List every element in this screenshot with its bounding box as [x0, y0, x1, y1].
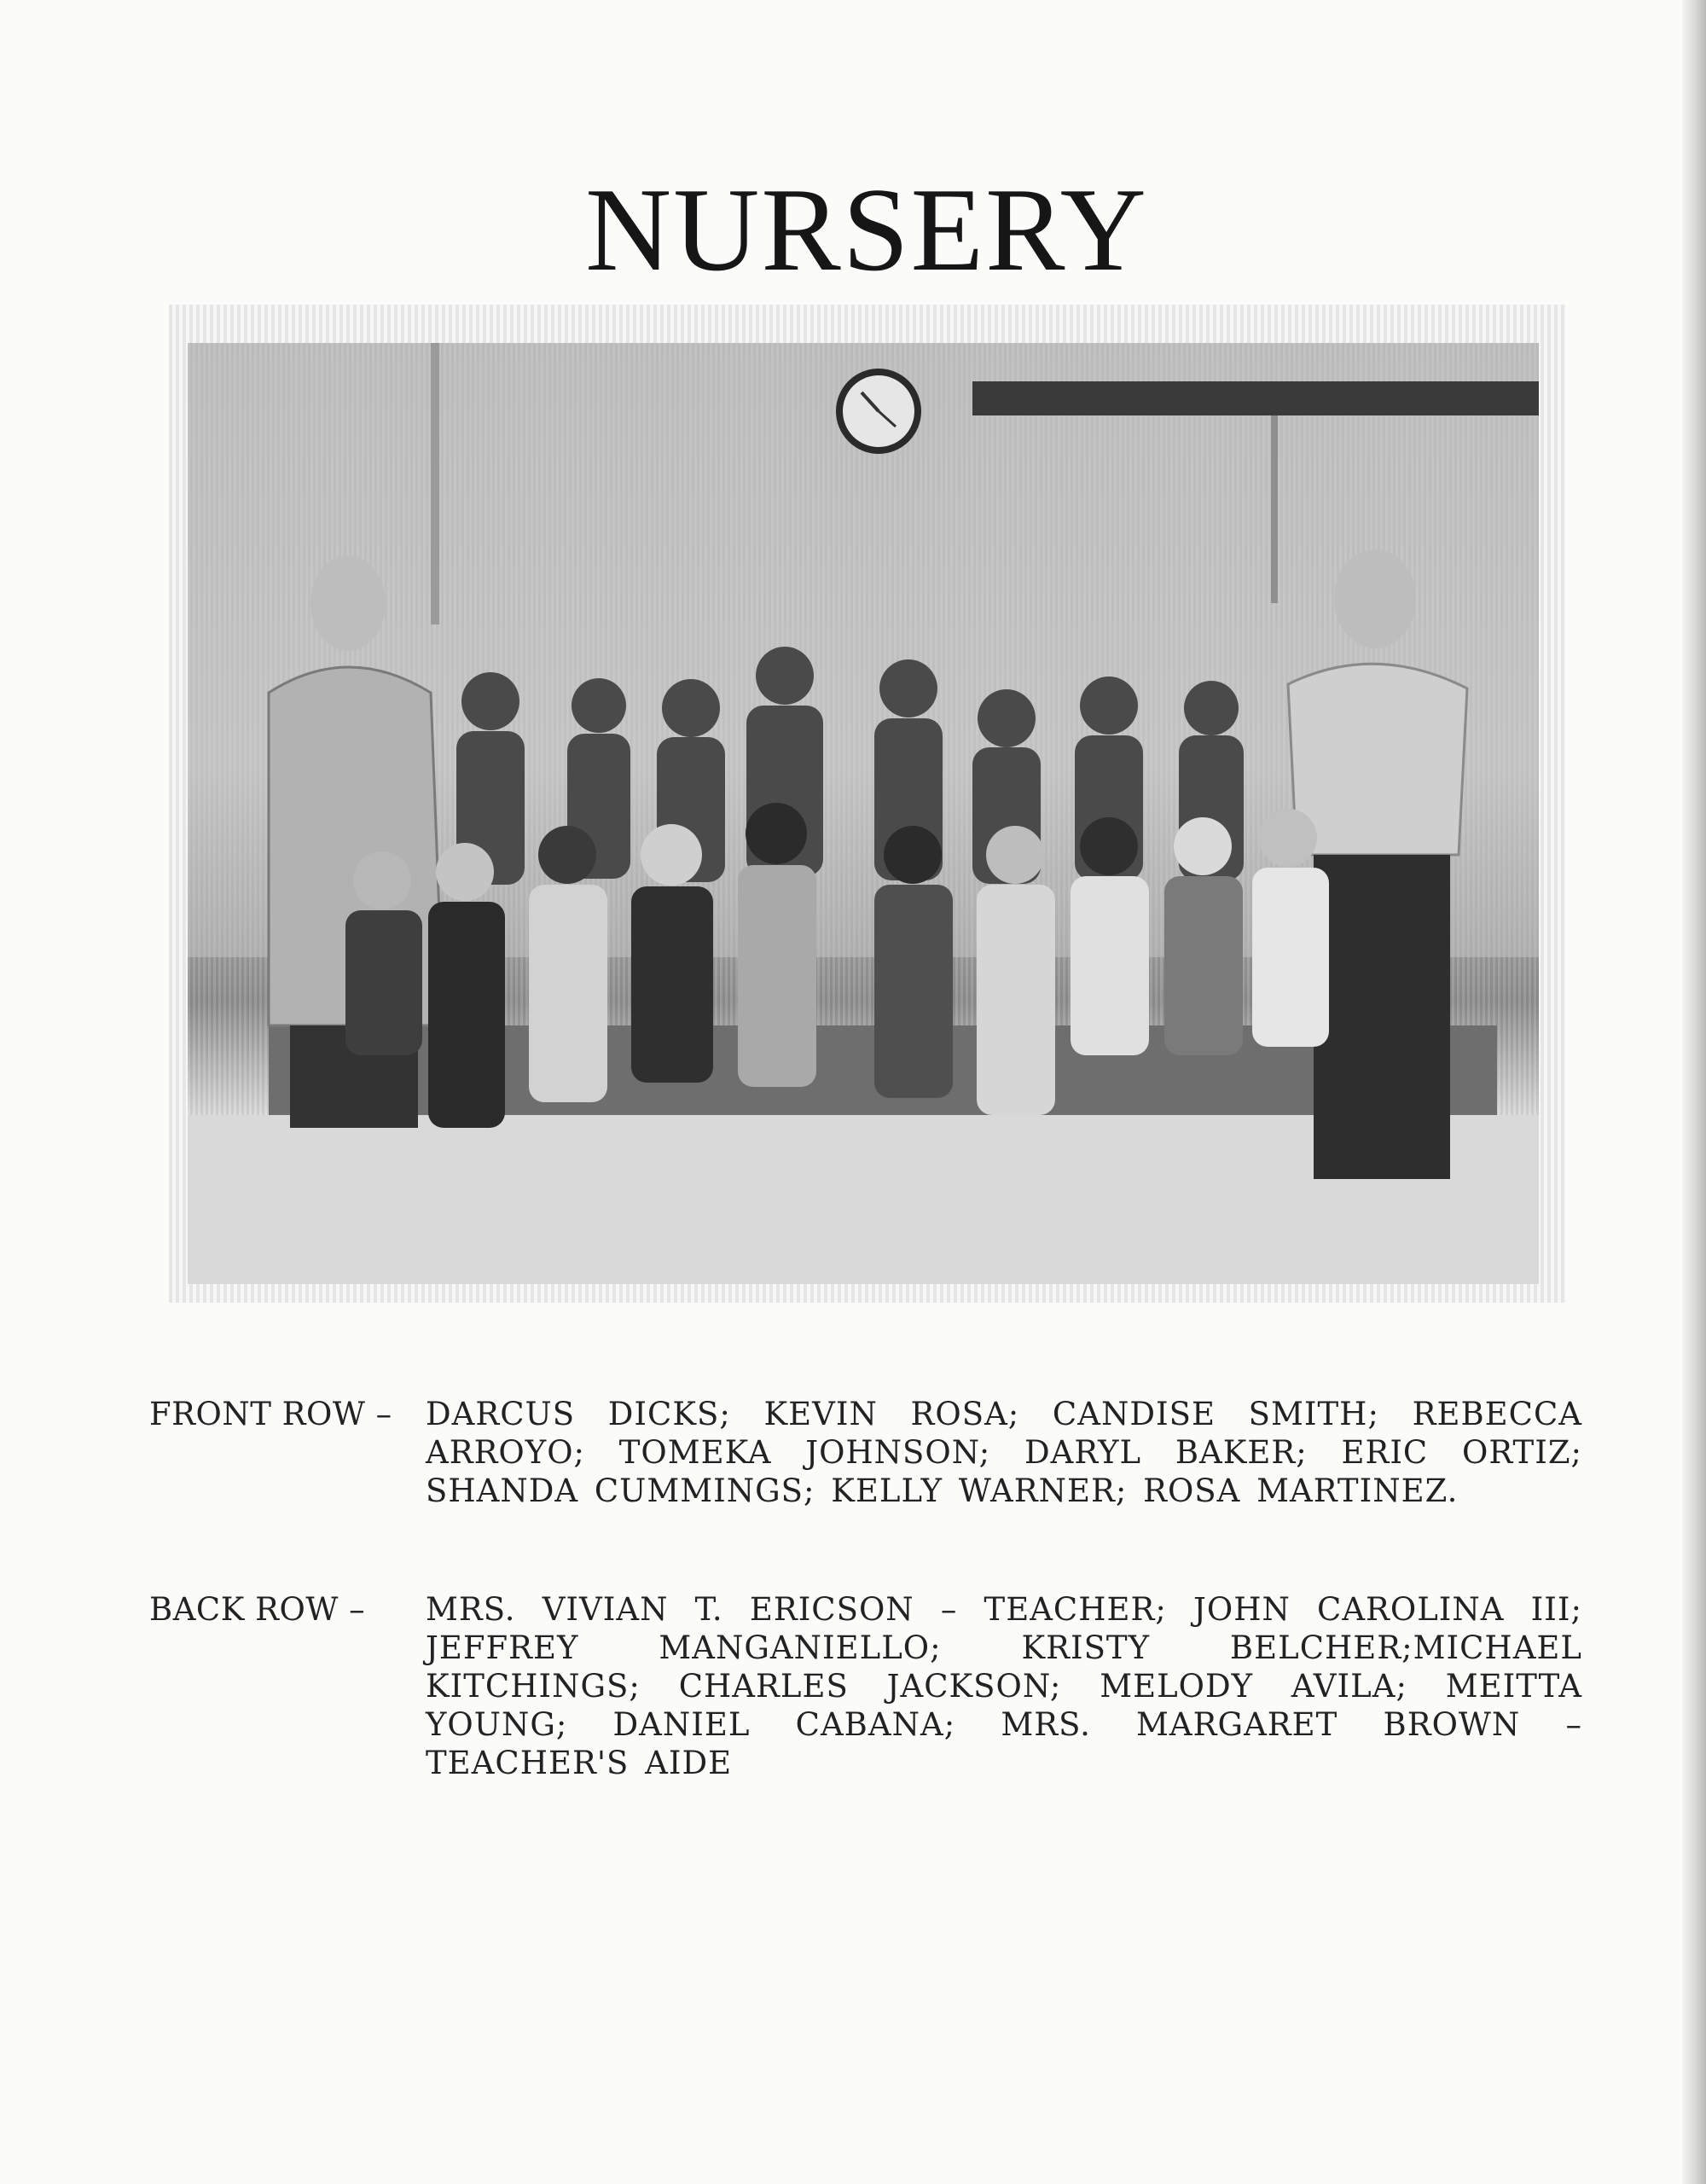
back-row-caption [149, 1590, 1582, 1781]
photo-frame [169, 305, 1566, 1303]
front-row-caption [149, 1395, 1582, 1531]
front-row-label: FRONT ROW – [149, 1396, 392, 1432]
back-row-names: MRS. VIVIAN T. ERICSON – TEACHER; JOHN CAROLINA III; JEFFREY MANGANIELLO; KRISTY BELCHER;MICHAEL KITCHINGS; CHARLES JACKSON; MELODY AVILA; MEITTA YOUNG; DANIEL CABANA; MRS. MARGARET BROWN – TEACHER'S AIDE [426, 1591, 1582, 1781]
back-row-label: BACK ROW – [149, 1591, 366, 1628]
page-title: NURSERY [585, 164, 1148, 296]
wall-clock-icon [839, 372, 918, 450]
class-photo [188, 343, 1539, 1284]
front-row-names: DARCUS DICKS; KEVIN ROSA; CANDISE SMITH; REBECCA ARROYO; TOMEKA JOHNSON; DARYL BAKER; ERIC ORTIZ; SHANDA CUMMINGS; KELLY WARNER; ROSA MARTINEZ. [426, 1396, 1582, 1509]
class-photo-illustration [188, 343, 1539, 1284]
page-edge [1682, 0, 1706, 2184]
